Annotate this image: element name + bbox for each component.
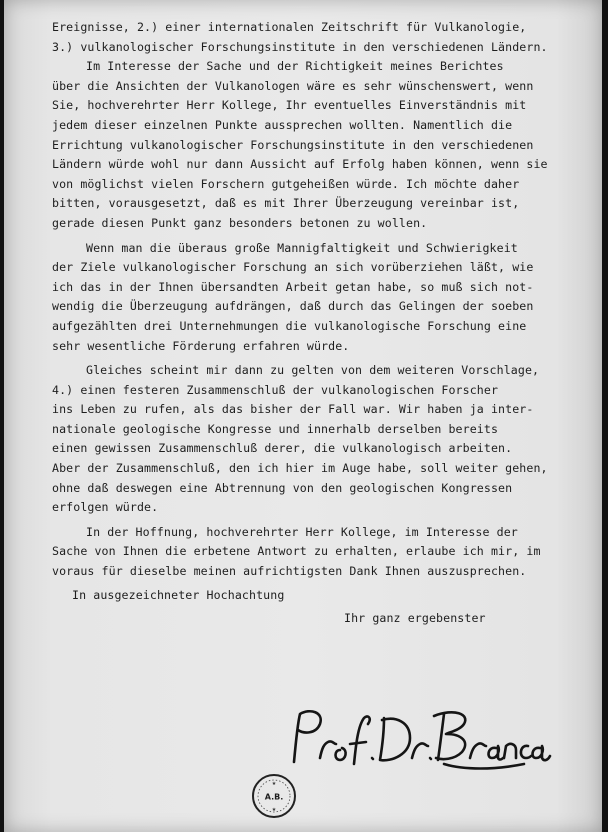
paragraph-3-line-8: erfolgen würde. [52,500,159,515]
paragraph-1-line-3: Sie, hochverehrter Herr Kollege, Ihr eventuelles Einverständnis mit [52,98,527,113]
paragraph-1-line-4: jedem dieser einzelnen Punkte aussprechen wollten. Namentlich die [52,117,513,132]
paragraph-4-line-2: Sache von Ihnen die erbetene Antwort zu erhalten, erlaube ich mir, im [52,544,541,559]
paragraph-2-line-4: wendig die Überzeugung aufdrängen, daß durch das Gelingen der soeben [52,299,534,314]
paragraph-2-line-5: aufgezählten drei Unternehmungen die vulkanologische Forschung eine [52,318,527,333]
paragraph-1-line-7: von möglichst vielen Forschern gutgeheißen würde. Ich möchte daher [52,176,520,191]
paragraph-1-line-5: Errichtung vulkanologischer Forschungsinstitute in den verschiedenen [52,137,534,152]
paragraph-3-line-7: ohne daß deswegen eine Abtrennung von den geologischen Kongressen [52,480,513,495]
paragraph-4-line-3: voraus für dieselbe meinen aufrichtigsten Dank Ihnen auszusprechen. [52,564,527,579]
paragraph-3-line-6: Aber der Zusammenschluß, den ich hier im Auge habe, soll weiter gehen, [52,461,548,476]
closing-salutation: In ausgezeichneter Hochachtung [72,587,285,602]
paragraph-2-line-6: sehr wesentliche Förderung erfahren würde. [52,338,350,353]
paragraph-2-line-2: der Ziele vulkanologischer Forschung an sich vorüberziehen läßt, wie [52,260,534,275]
paragraph-1-line-1: Im Interesse der Sache und der Richtigkeit meines Berichtes [86,59,504,74]
paragraph-2-line-3: ich das in der Ihnen übersandten Arbeit getan habe, so muß sich not- [52,279,534,294]
paragraph-4-line-1: In der Hoffnung, hochverehrter Herr Kollege, im Interesse der [86,524,518,539]
archive-stamp [250,772,298,820]
letter-page [4,0,604,832]
closing-signoff: Ihr ganz ergebenster [344,611,486,626]
handwritten-signature [284,700,554,780]
stamp-star-icon: ★ [271,781,277,787]
paragraph-3-line-5: einen gewissen Zusammenschluß derer, die vulkanologisch arbeiten. [52,441,513,456]
paragraph-3-line-2: 4.) einen festeren Zusammenschluß der vulkanologischen Forscher [52,382,499,397]
paragraph-1-line-8: bitten, vorausgesetzt, daß es mit Ihrer Überzeugung vereinbar ist, [52,196,520,211]
paragraph-3-line-1: Gleiches scheint mir dann zu gelten von dem weiteren Vorschlage, [86,363,540,378]
text-line-1: Ereignisse, 2.) einer internationalen Zeitschrift für Vulkanologie, [52,20,527,34]
paragraph-1-line-6: Ländern würde wohl nur dann Aussicht auf Erfolg haben können, wenn sie [52,157,548,172]
paragraph-1-line-2: über die Ansichten der Vulkanologen wäre es sehr wünschenswert, wenn [52,78,534,93]
scan-edge-right [602,0,608,832]
stamp-text: A.B. [264,792,284,802]
letter-body [52,18,572,629]
text-line-2: 3.) vulkanologischer Forschungsinstitute in den verschiedenen Ländern. [52,39,548,54]
paragraph-3-line-4: nationale geologische Kongresse und innerhalb derselben bereits [52,421,499,436]
stamp-star-icon-bottom: ★ [271,807,277,813]
paragraph-2-line-1: Wenn man die überaus große Mannigfaltigkeit und Schwierigkeit [86,240,518,255]
paragraph-1-line-9: gerade diesen Punkt ganz besonders betonen zu wollen. [52,215,428,230]
paragraph-3-line-3: ins Leben zu rufen, als das bisher der Fall war. Wir haben ja inter- [52,402,534,417]
